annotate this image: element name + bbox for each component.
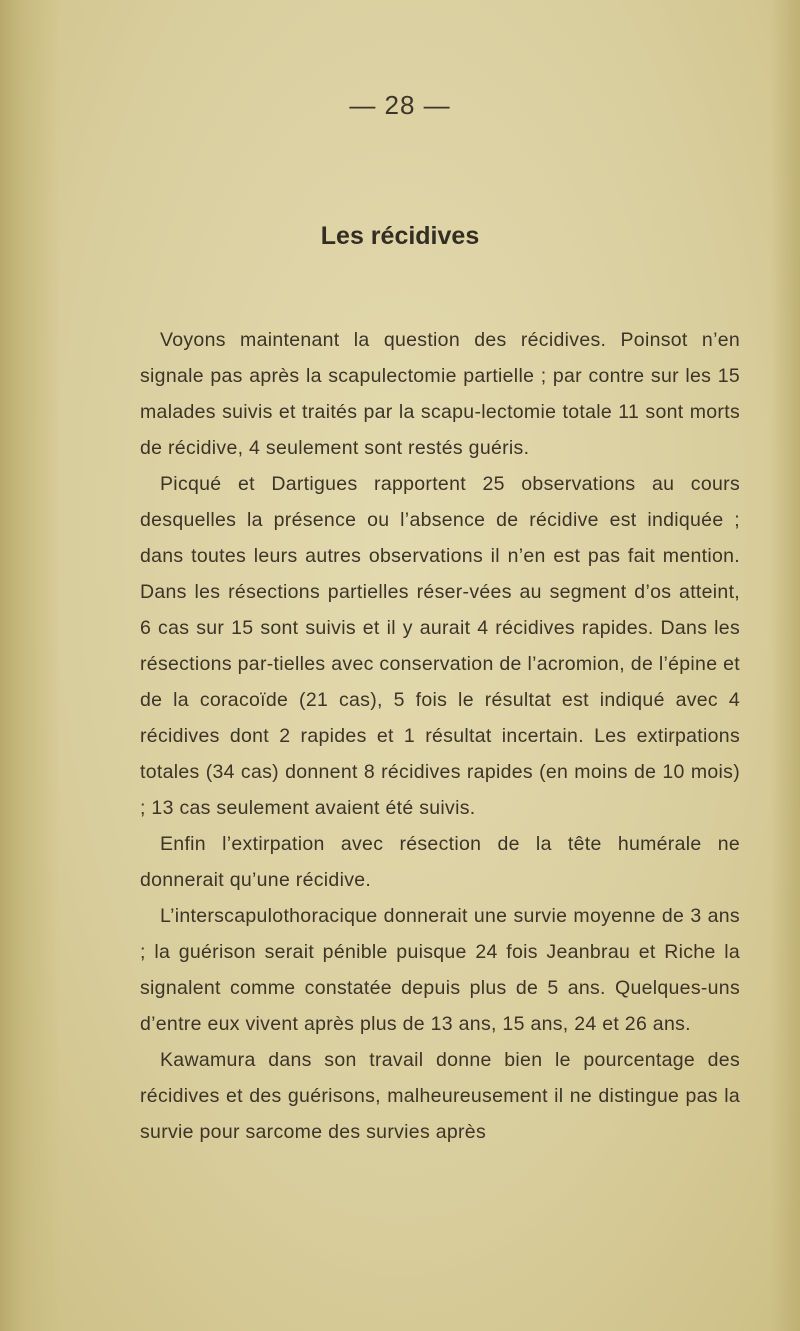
page-number: — 28 —	[349, 90, 451, 120]
paragraph-picque-dartigues: Picqué et Dartigues rapportent 25 observations au cours desquelles la présence ou l’absence de récidive est indiquée ; dans toutes leurs autres observations il n’en est pas fait mention. Dans les résections partielles réser-vées au segment d’os atteint, 6 cas sur 15 sont suivis et il y aurait 4 récidives rapides. Dans les résections par-tielles avec conservation de l’acromion, de l’épine et de la coracoïde (21 cas), 5 fois le résultat est indiqué avec 4 récidives dont 2 rapides et 1 résultat incertain. Les extirpations totales (34 cas) donnent 8 récidives rapides (en moins de 10 mois) ; 13 cas seulement avaient été suivis.	[140, 473, 740, 819]
section-heading: Les récidives	[320, 222, 480, 250]
paragraph-extirpation: Enfin l’extirpation avec résection de la tête humérale ne donnerait qu’une récidive.	[140, 833, 740, 891]
page-binding-shadow	[0, 0, 60, 1331]
body-text	[140, 322, 740, 1150]
paragraph-interscapulothoracique: L’interscapulothoracique donnerait une survie moyenne de 3 ans ; la guérison serait pénible puisque 24 fois Jeanbrau et Riche la signalent comme constatée depuis plus de 5 ans. Quelques-uns d’entre eux vivent après plus de 13 ans, 15 ans, 24 et 26 ans.	[140, 905, 740, 1035]
paragraph-poinsot: Voyons maintenant la question des récidives. Poinsot n’en signale pas après la scapulectomie partielle ; par contre sur les 15 malades suivis et traités par la scapu-lectomie totale 11 sont morts de récidive, 4 seulement sont restés guéris.	[140, 329, 740, 459]
page-edge-shadow	[770, 0, 800, 1331]
paragraph-kawamura: Kawamura dans son travail donne bien le pourcentage des récidives et des guérisons, malheureusement il ne distingue pas la survie pour sarcome des survies après	[140, 1049, 740, 1143]
